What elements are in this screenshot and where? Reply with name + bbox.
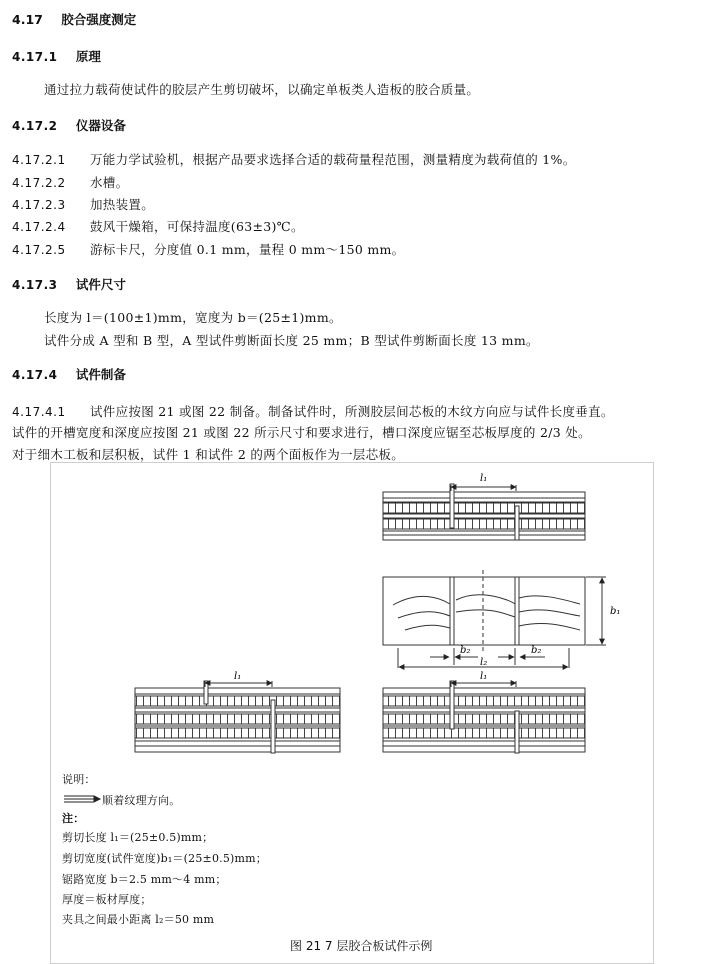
note-item: 夹具之间最小距离 l₂＝50 mm bbox=[62, 913, 215, 926]
section-title: 原理 bbox=[75, 49, 101, 64]
section-number: 4.17.4 bbox=[12, 368, 58, 382]
item-text: 万能力学试验机，根据产品要求选择合适的载荷量程范围，测量精度为载荷值的 1%。 bbox=[90, 152, 576, 167]
grain-direction-text: 顺着纹理方向。 bbox=[102, 794, 181, 807]
label-l1-left: l₁ bbox=[234, 671, 242, 682]
note-item: 剪切长度 l₁＝(25±0.5)mm； bbox=[62, 831, 214, 844]
specimen-side-top bbox=[383, 484, 585, 540]
item-number: 4.17.2.5 bbox=[12, 243, 66, 257]
item-number: 4.17.2.1 bbox=[12, 153, 66, 167]
note-item: 剪切宽度(试件宽度)b₁＝(25±0.5)mm； bbox=[62, 852, 267, 865]
label-b2-right: b₂ bbox=[531, 645, 542, 656]
size-line: 试件分成 A 型和 B 型，A 型试件剪断面长度 25 mm；B 型试件剪断面长度 13 mm。 bbox=[44, 333, 539, 348]
label-l1-bottom-right: l₁ bbox=[480, 671, 488, 682]
section-number: 4.17.3 bbox=[12, 278, 58, 292]
item-text: 试件应按图 21 或图 22 制备。制备试件时，所测胶层间芯板的木纹方向应与试件长度垂直。 bbox=[90, 404, 614, 419]
label-b1: b₁ bbox=[610, 606, 621, 617]
specimen-plan bbox=[383, 570, 606, 668]
note-item: 厚度＝板材厚度； bbox=[62, 893, 152, 906]
prep-line-3: 对于细木工板和层积板，试件 1 和试件 2 的两个面板作为一层芯板。 bbox=[12, 447, 405, 462]
label-l2: l₂ bbox=[480, 657, 488, 668]
item-text: 鼓风干燥箱，可保持温度(63±3)℃。 bbox=[90, 219, 304, 234]
section-number: 4.17 bbox=[12, 12, 43, 27]
item-number: 4.17.2.2 bbox=[12, 176, 66, 190]
section-number: 4.17.2 bbox=[12, 119, 58, 133]
legend-title: 说明： bbox=[62, 773, 96, 786]
specimen-side-left bbox=[135, 681, 340, 753]
specimen-side-bottom bbox=[383, 681, 585, 753]
section-title: 试件尺寸 bbox=[75, 277, 126, 292]
note-heading: 注： bbox=[62, 812, 85, 825]
item-text: 水槽。 bbox=[90, 175, 129, 190]
section-title: 胶合强度测定 bbox=[61, 12, 137, 27]
section-title: 试件制备 bbox=[75, 367, 126, 382]
principle-text: 通过拉力载荷使试件的胶层产生剪切破坏，以确定单板类人造板的胶合质量。 bbox=[44, 82, 480, 97]
section-number: 4.17.1 bbox=[12, 50, 58, 64]
label-b2-left: b₂ bbox=[460, 645, 471, 656]
item-number: 4.17.2.3 bbox=[12, 198, 66, 212]
item-number: 4.17.2.4 bbox=[12, 220, 66, 234]
grain-direction-icon bbox=[64, 796, 100, 802]
section-title: 仪器设备 bbox=[75, 118, 126, 133]
size-line: 长度为 l＝(100±1)mm，宽度为 b＝(25±1)mm。 bbox=[44, 310, 342, 325]
note-item: 锯路宽度 b＝2.5 mm～4 mm； bbox=[62, 873, 227, 886]
item-number: 4.17.4.1 bbox=[12, 405, 66, 419]
prep-line-2: 试件的开槽宽度和深度应按图 21 或图 22 所示尺寸和要求进行，槽口深度应锯至芯板厚度的 2/3 处。 bbox=[12, 425, 591, 440]
figure-caption: 图 21 7 层胶合板试件示例 bbox=[290, 939, 433, 953]
label-l1-top: l₁ bbox=[480, 473, 488, 484]
item-text: 加热装置。 bbox=[90, 197, 155, 212]
item-text: 游标卡尺，分度值 0.1 mm，量程 0 mm～150 mm。 bbox=[90, 242, 405, 257]
